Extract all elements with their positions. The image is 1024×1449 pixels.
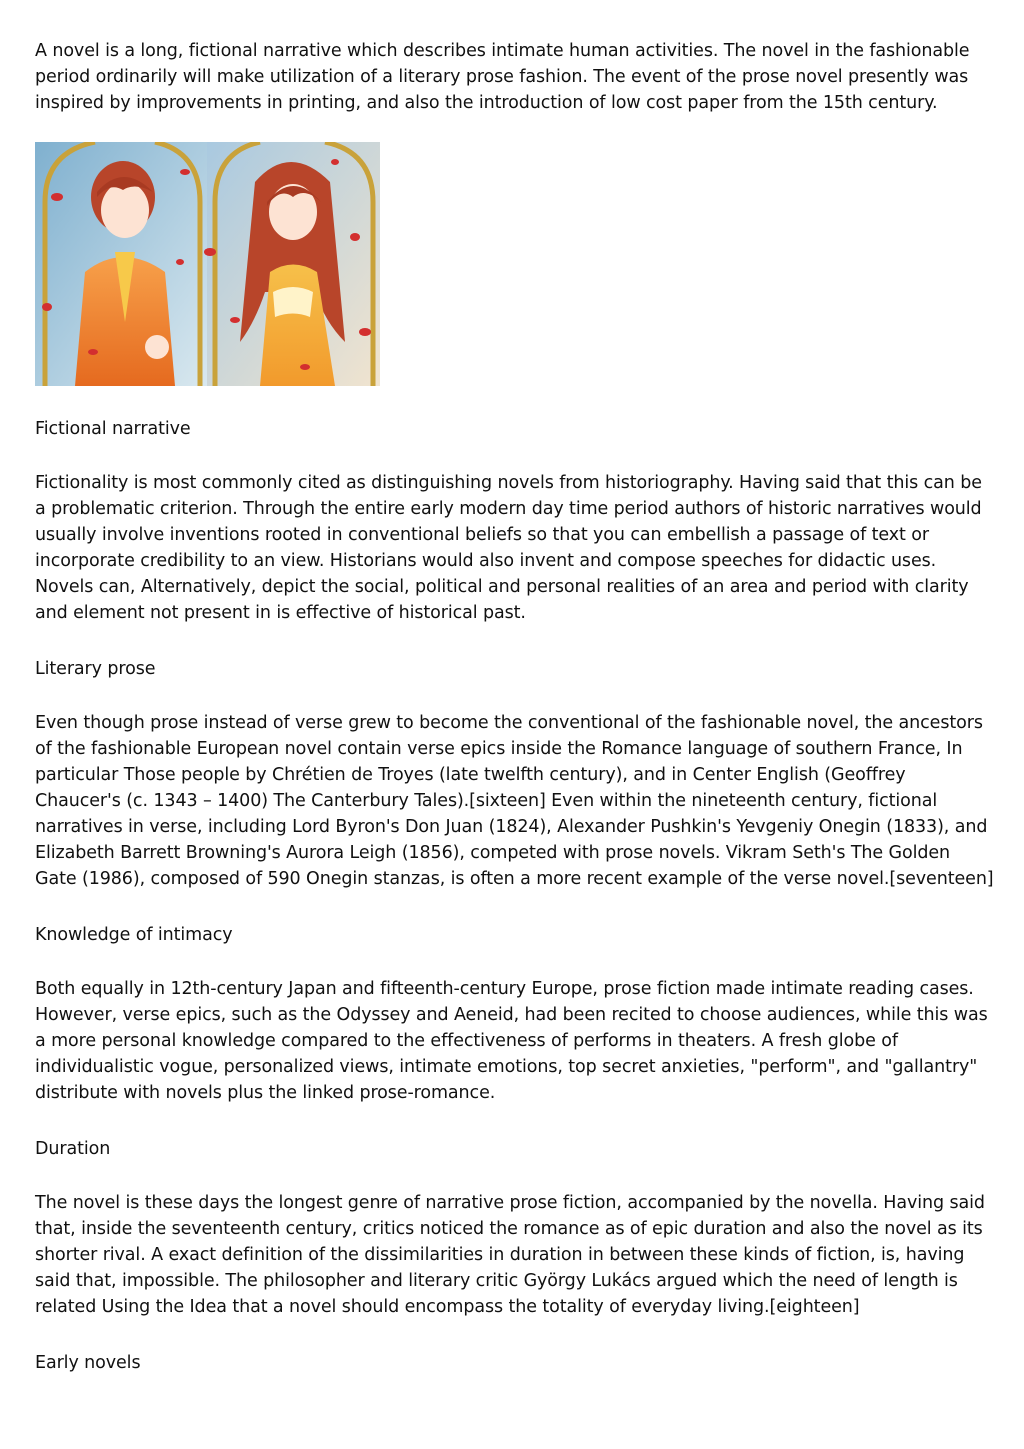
section-body-duration: The novel is these days the longest genre of narrative prose fiction, accompanied by the novella. Having said that, inside the seventeenth century, critics noticed the romance as of epic duration and also the novel as its shorter rival. A exact definition of the dissimilarities in duration in between these kinds of fiction, is, having said that, impossible. The philosopher and literary critic György Lukács argued which the need of length is related Using the Idea that a novel should encompass the totality of everyday living.[eighteen] <box>35 1193 985 1317</box>
anime-couple-illustration <box>35 142 380 386</box>
section-heading-early-novels: Early novels <box>35 1353 141 1373</box>
article <box>35 38 995 1404</box>
illustration-art <box>35 142 380 386</box>
section-heading-literary-prose: Literary prose <box>35 659 156 679</box>
intro-paragraph: A novel is a long, fictional narrative which describes intimate human activities. The novel in the fashionable period ordinarily will make utilization of a literary prose fashion. The event of the prose novel presently was inspired by improvements in printing, and also the introduction of low cost paper from the 15th century. <box>35 41 970 113</box>
section-heading-fictional-narrative: Fictional narrative <box>35 419 191 439</box>
section-heading-knowledge-of-intimacy: Knowledge of intimacy <box>35 925 233 945</box>
section-body-fictional-narrative: Fictionality is most commonly cited as distinguishing novels from historiography. Having said that this can be a problematic criterion. Through the entire early modern day time period authors of historic narratives would usually involve inventions rooted in conventional beliefs so that you can embellish a passage of text or incorporate credibility to an view. Historians would also invent and compose speeches for didactic uses. Novels can, Alternatively, depict the social, political and personal realities of an area and period with clarity and element not present in is effective of historical past. <box>35 473 982 623</box>
section-heading-duration: Duration <box>35 1139 111 1159</box>
section-body-literary-prose: Even though prose instead of verse grew to become the conventional of the fashionable novel, the ancestors of the fashionable European novel contain verse epics inside the Romance language of southern France, In particular Those people by Chrétien de Troyes (late twelfth century), and in Center English (Geoffrey Chaucer's (c. 1343 – 1400) The Canterbury Tales).[sixteen] Even within the nineteenth century, fictional narratives in verse, including Lord Byron's Don Juan (1824), Alexander Pushkin's Yevgeniy Onegin (1833), and Elizabeth Barrett Browning's Aurora Leigh (1856), competed with prose novels. Vikram Seth's The Golden Gate (1986), composed of 590 Onegin stanzas, is often a more recent example of the verse novel.[seventeen] <box>35 713 994 889</box>
section-body-knowledge-of-intimacy: Both equally in 12th-century Japan and fifteenth-century Europe, prose fiction made intimate reading cases. However, verse epics, such as the Odyssey and Aeneid, had been recited to choose audiences, while this was a more personal knowledge compared to the effectiveness of performs in theaters. A fresh globe of individualistic vogue, personalized views, intimate emotions, top secret anxieties, "perform", and "gallantry" distribute with novels plus the linked prose-romance. <box>35 979 988 1103</box>
